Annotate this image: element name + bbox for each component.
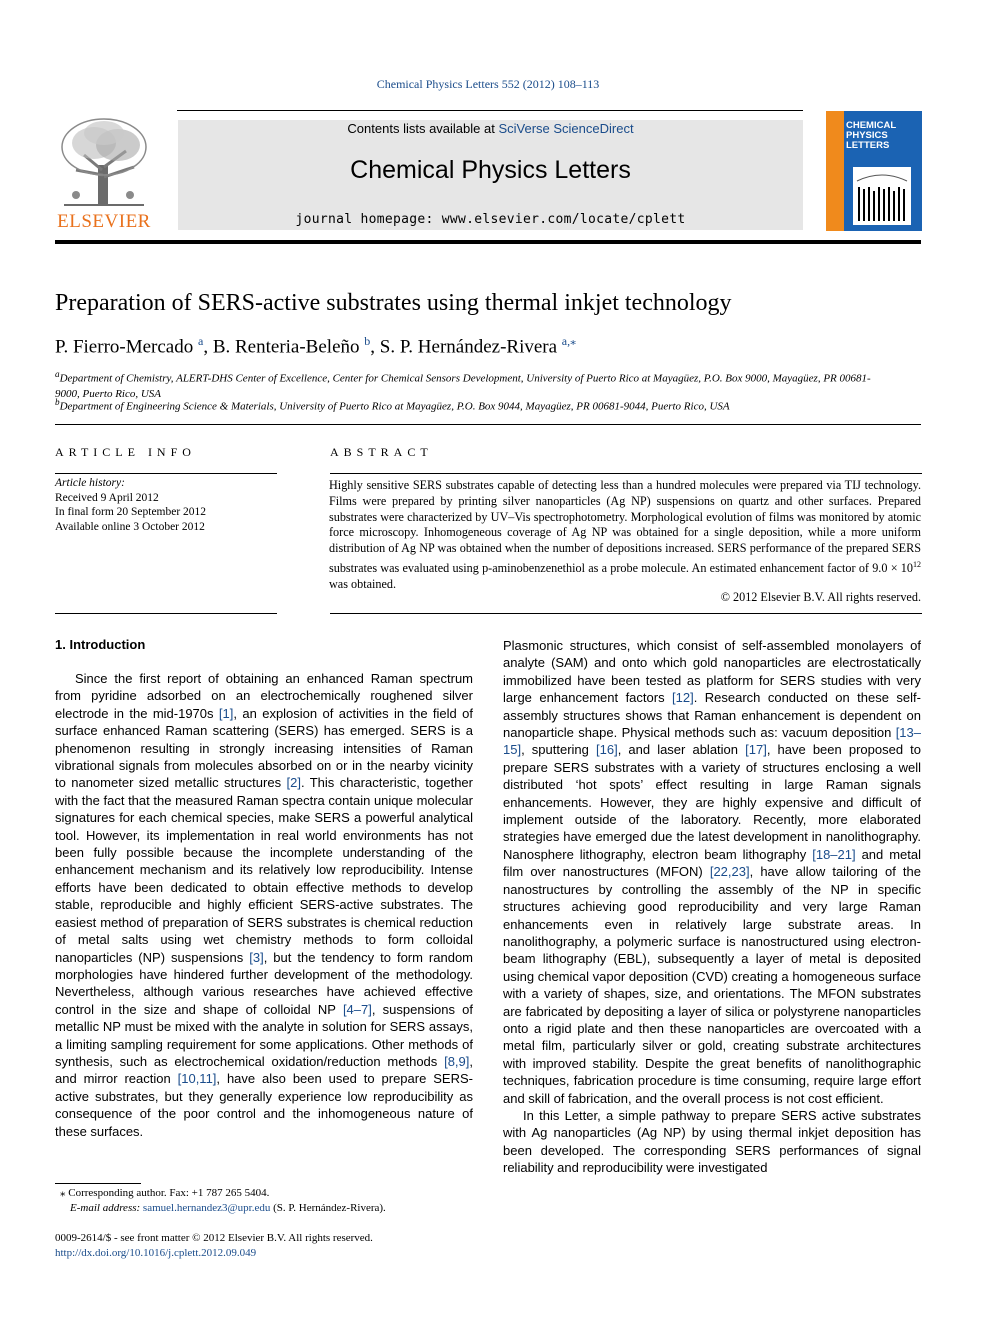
abstract-exponent: 12 [913, 559, 921, 569]
revised-date: In final form 20 September 2012 [55, 506, 207, 518]
elsevier-wordmark: ELSEVIER [57, 211, 151, 232]
header-thick-rule [55, 240, 921, 244]
journal-reference[interactable]: Chemical Physics Letters 552 (2012) 108–113 [376, 77, 600, 91]
footnote-rule [55, 1183, 141, 1184]
article-info-rule [55, 473, 277, 474]
author-name: S. P. Hernández-Rivera [379, 336, 558, 358]
history-label: Article history: [55, 477, 125, 489]
journal-homepage[interactable]: journal homepage: www.elsevier.com/locate/cplett [295, 212, 686, 227]
paragraph-text: , and laser ablation [617, 742, 746, 758]
corresponding-author-line: ⁎ Corresponding author. Fax: +1 787 265 5404. [60, 1187, 270, 1199]
citation-link[interactable]: [13–15] [503, 725, 921, 758]
issn-block [55, 1231, 555, 1261]
author-name: B. Renteria-Beleño [212, 336, 360, 358]
affiliation-text: Department of Chemistry, ALERT-DHS Center of Excellence, Center for Chemical Sensors Development, University of Puerto Rico at Mayagüez, P.O. Box 9000, Mayagüez, PR 00681-9000, Puerto Rico, USA [55, 372, 871, 400]
affiliation-mark: b [55, 397, 60, 407]
body-column-left [55, 670, 473, 1140]
doi-link[interactable]: http://dx.doi.org/10.1016/j.cplett.2012.09.049 [55, 1247, 257, 1259]
author-affiliation-mark[interactable]: b [364, 334, 371, 348]
email-label: E-mail address: [70, 1202, 143, 1214]
abstract-text [329, 478, 921, 593]
paragraph-text: , and mirror reaction [55, 1053, 473, 1087]
author-affiliation-mark[interactable]: a,⁎ [561, 334, 577, 348]
section-heading: 1. Introduction [55, 637, 146, 652]
sciencedirect-link[interactable]: SciVerse ScienceDirect [498, 121, 634, 136]
cover-title-line: CHEMICAL [846, 120, 897, 131]
header-top-rule [177, 110, 803, 111]
paragraph-text: , an explosion of activities in the field of surface enhanced Raman scattering (SERS) has emerged. SERS is a phenomenon resulting in strongly increasing intensities of Raman vibrational signals from molecules absorbed on or in the nearby vicinity to nanometer sized metallic structures [55, 705, 474, 791]
citation-link[interactable]: [10,11] [177, 1071, 217, 1087]
cover-stripe [826, 111, 844, 231]
paragraph-text: , sputtering [521, 742, 596, 758]
citation-link[interactable]: [4–7] [342, 1001, 372, 1017]
journal-cover-thumbnail[interactable] [826, 111, 922, 231]
contents-prefix: Contents lists available at [347, 121, 499, 136]
abstract-body-end: was obtained. [329, 576, 397, 591]
paragraph-text: . Research conducted on these self-assembly structures shows that Raman enhancement is dependent on nanoparticle shape. Physical methods such as: vacuum deposition [503, 690, 921, 741]
paragraph-text: , suspensions of metallic NP must be mixed with the analyte in solution for SERS assays, a limiting sampling requirement for some applications. Other methods of synthesis, such as electrochemical oxidation/reduction methods [55, 1001, 473, 1069]
affiliation-mark: a [55, 369, 60, 379]
paragraph-text: Since the first report of obtaining an enhanced Raman spectrum from pyridine adsorbed on an electrochemically roughened silver electrode in the mid-1970s [55, 671, 473, 721]
cover-image [853, 167, 911, 225]
cover-title [846, 121, 896, 151]
citation-link[interactable]: [3] [249, 949, 264, 965]
paragraph-text: Plasmonic structures, which consist of self-assembled monolayers of analyte (SAM) and onto which gold nanoparticles are electrostatically immobilized have been tested as platform for SERS studies with very large enhancement factors [503, 638, 921, 706]
paragraph: In this Letter, a simple pathway to prepare SERS active substrates with Ag nanoparticles (Ag NP) by using thermal inkjet deposition has been developed. The corresponding SERS performances of signal reliability and reproducibility were investigated [503, 1107, 921, 1176]
cover-title-line: LETTERS [846, 140, 890, 151]
citation-link[interactable]: [17] [745, 742, 767, 758]
paragraph-text: , have also been used to prepare SERS-active substrates, but they generally experience low reproducibility as consequence of the poor control and the inhomogeneous nature of these surfaces. [55, 1071, 473, 1139]
email-link[interactable]: samuel.hernandez3@upr.edu [142, 1202, 271, 1214]
copyright-notice: © 2012 Elsevier B.V. All rights reserved. [720, 590, 921, 604]
email-suffix: (S. P. Hernández-Rivera). [270, 1202, 386, 1214]
contents-line [178, 121, 803, 136]
author-list: P. Fierro-Mercado $^a$, B. Renteria-Beleño $^b$, S. P. Hernández-Rivera $^{a,⁎}$ [55, 334, 577, 358]
body-column-right [503, 637, 921, 1177]
citation-link[interactable]: [12] [672, 690, 694, 706]
article-title: Preparation of SERS-active substrates using thermal inkjet technology [55, 290, 732, 316]
paragraph [55, 670, 473, 1140]
affiliation-b [55, 395, 885, 415]
paragraph-text: , have allow tailoring of the nanostructures by controlling the assembly of the NP in specific structures achieving good reproducibility and very large Raman enhancements even in relatively large substrate areas. In nanolithography, a polymeric surface is nanostructured using electron-beam lithography (EBL), subsequently a layer of metal is deposited using chemical vapor deposition (CVD) creating a homogeneous surface with a variety of shapes, size, and orientations. The MFON substrates are fabricated by depositing a layer of silica or polystyrene nanoparticles onto a rigid plate and then these nanoparticles are overcoated with a metal film, particularly silver or gold, creating substrate architectures with improved stability. Despite the great benefits of nanolithographic techniques, fabrication procedure is time consuming, require large effort and skill of fabrication, and the overall process is not cost efficient. [503, 864, 921, 1106]
abstract-rule [330, 613, 922, 614]
email-line [60, 1201, 480, 1216]
article-info-heading: ARTICLE INFO [55, 445, 196, 459]
abstract-heading: ABSTRACT [330, 445, 433, 459]
issn-line: 0009-2614/$ - see front matter © 2012 Elsevier B.V. All rights reserved. [55, 1232, 373, 1244]
citation-link[interactable]: [2] [286, 775, 301, 791]
corresponding-author-footnote [60, 1186, 480, 1216]
journal-name: Chemical Physics Letters [350, 156, 631, 184]
cover-title-line: PHYSICS [846, 130, 888, 141]
citation-link[interactable]: [1] [218, 705, 234, 721]
citation-link[interactable]: [18–21] [812, 846, 856, 862]
citation-link[interactable]: [22,23] [709, 864, 750, 880]
abstract-body: Highly sensitive SERS substrates capable of detecting less than a hundred molecules were prepared via TIJ technology. Films were prepared by printing silver nanoparticles (Ag NP) suspensions on quartz and other surfaces. Prepared substrates were characterized by UV–Vis spectrophotometry. Morphological evolution of films was monitored by atomic force microscopy. Inhomogeneous coverage of Ag NP was obtained for a single deposition, while a more uniform distribution of Ag NP was obtained when the number of depositions increased. SERS performance of the prepared SERS substrates was evaluated using p-aminobenzenethiol as a probe molecule. An estimated enhancement factor of 9.0 × 10 [329, 478, 921, 576]
section-divider [55, 424, 921, 425]
article-history [55, 476, 277, 534]
received-date: Received 9 April 2012 [55, 491, 159, 504]
author-name: P. Fierro-Mercado [55, 336, 194, 358]
paragraph-text: and metal film over nanostructures (MFON) [503, 846, 922, 880]
citation-link[interactable]: [8,9] [444, 1053, 470, 1069]
author-affiliation-mark[interactable]: a [198, 334, 204, 348]
affiliation-text: Department of Engineering Science & Materials, University of Puerto Rico at Mayagüez, P.O. Box 9044, Mayagüez, PR 00681-9044, Puerto Rico, USA [59, 400, 730, 413]
online-date: Available online 3 October 2012 [55, 520, 205, 533]
article-info-rule [55, 613, 277, 614]
citation-link[interactable]: [16] [596, 742, 618, 758]
abstract-rule [330, 473, 922, 474]
paragraph-text: . This characteristic, together with the fact that the measured Raman spectra contain unique molecular signatures for each chemical species, make SERS a powerful analytical tool. However, its implementation in real world environments has not been fully possible because the incomplete understanding of the enhancement mechanism and its relatively low reproducibility. Intense efforts have been dedicated to obtain effective methods to develop stable, reproducible and highly efficient SERS-active substrates. The easiest method of preparation of SERS substrates is chemical reduction of metal salts using wet chemistry methods to form colloidal nanoparticles (NP) suspensions [55, 775, 473, 965]
paragraph-text: , have been proposed to prepare SERS substrates with a variety of structures enclosing a well distributed ‘hot spots’ effect resulting in large Raman signals enhancements. However, they are highly expensive and difficult of implement outside of the laboratory. Recently, more elaborated strategies have emerged due the latest development in nanolithography. Nanosphere lithography, electron beam lithography [503, 742, 921, 862]
paragraph [503, 637, 921, 1107]
paragraph-text: , but the tendency to form random morphologies have hindered further development of the methodology. Nevertheless, although various researches have achieved effective control in the size and shape of colloidal NP [55, 949, 474, 1017]
